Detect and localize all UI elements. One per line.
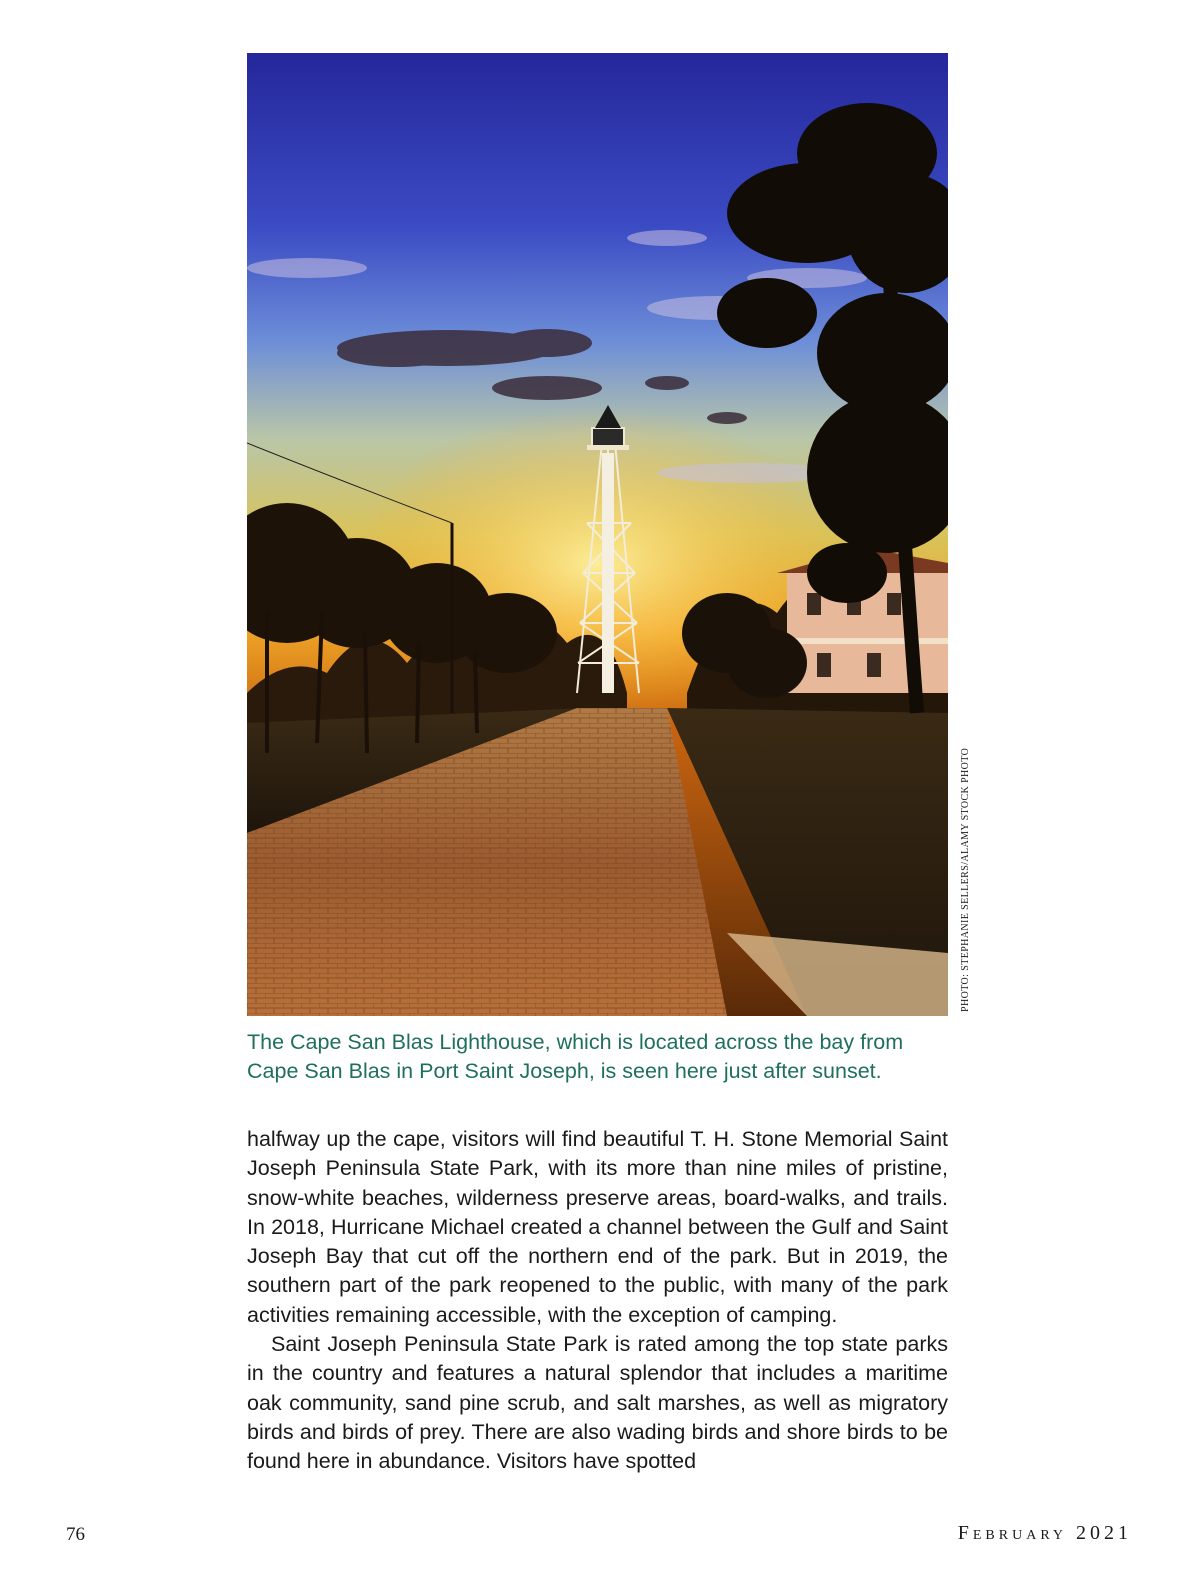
issue-date: February 2021 [957,1522,1132,1544]
page-number: 76 [66,1524,85,1545]
article-paragraph: Saint Joseph Peninsula State Park is rated among the top state parks in the country and features a natural splendor that includes a maritime oak community, sand pine scrub, and salt marshes, as well as migratory birds and birds of prey. There are also wading birds and shore birds to be found here in abundance. Visitors have spotted [247,1332,948,1474]
photo-caption: The Cape San Blas Lighthouse, which is located across the bay from Cape San Blas in Port Saint Joseph, is seen here just after sunset. [247,1030,904,1083]
lighthouse-photo [247,53,948,1016]
photo-credit: PHOTO: STEPHANIE SELLERS/ALAMY STOCK PHOTO [960,747,971,1012]
article-body [247,1125,948,1477]
article-paragraph: halfway up the cape, visitors will find beautiful T. H. Stone Memorial Saint Joseph Peninsula State Park, with its more than nine miles of pristine, snow-white beaches, wilderness preserve areas, board-walks, and trails. In 2018, Hurricane Michael created a channel between the Gulf and Saint Joseph Bay that cut off the northern end of the park. But in 2019, the southern part of the park reopened to the public, with many of the park activities remaining accessible, with the exception of camping. [247,1127,948,1327]
